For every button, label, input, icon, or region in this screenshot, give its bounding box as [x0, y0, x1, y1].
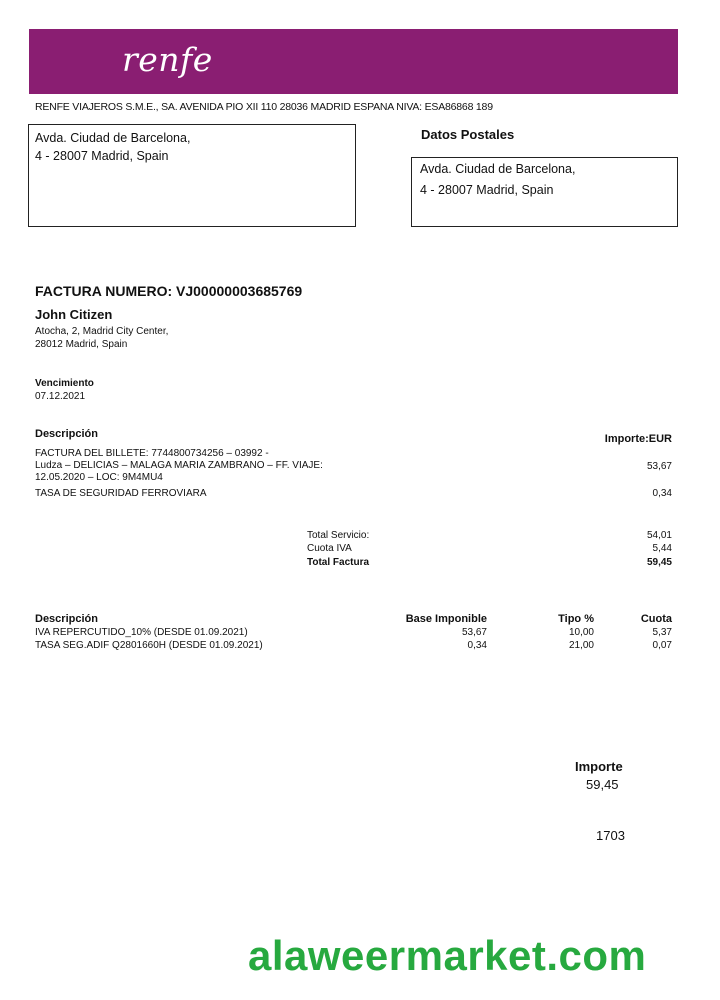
watermark-text: alaweermarket.com: [248, 932, 647, 979]
invoice-number: FACTURA NUMERO: VJ00000003685769: [35, 283, 303, 299]
customer-address-line1: Atocha, 2, Madrid City Center,: [35, 326, 169, 337]
total-invoice-value: 59,45: [646, 557, 672, 568]
item-amount1: 53,67: [646, 461, 672, 472]
postal-address-line1: Avda. Ciudad de Barcelona,: [420, 162, 576, 176]
tax-row1-base: 53,67: [461, 627, 487, 638]
postal-title: Datos Postales: [421, 127, 515, 142]
importe-label: Importe: [575, 759, 623, 774]
tax-row1-cuota: 5,37: [652, 627, 672, 638]
total-invoice-label: Total Factura: [307, 557, 370, 568]
tax-header-cuota: Cuota: [640, 613, 672, 625]
sender-address-line1: Avda. Ciudad de Barcelona,: [35, 131, 191, 145]
tax-row2-cuota: 0,07: [652, 640, 672, 651]
tax-row2-description: TASA SEG.ADIF Q2801660H (DESDE 01.09.2021): [35, 640, 263, 651]
importe-value: 59,45: [586, 777, 619, 792]
renfe-logo: renfe: [122, 40, 213, 79]
sender-address-line2: 4 - 28007 Madrid, Spain: [35, 149, 169, 163]
due-label: Vencimiento: [35, 378, 94, 389]
tax-row1-description: IVA REPERCUTIDO_10% (DESDE 01.09.2021): [35, 627, 248, 638]
item-line2: Ludza – DELICIAS – MALAGA MARIA ZAMBRANO – FF. VIAJE:: [35, 460, 323, 471]
item-line1: FACTURA DEL BILLETE: 7744800734256 – 03992 -: [35, 448, 269, 459]
tax-row1-tipo: 10,00: [568, 627, 594, 638]
items-description-header: Descripción: [35, 428, 98, 440]
item-amount2: 0,34: [652, 488, 672, 499]
document-code: 1703: [596, 828, 625, 843]
tax-header-description: Descripción: [35, 613, 98, 625]
postal-address-line2: 4 - 28007 Madrid, Spain: [420, 183, 554, 197]
item-line3: 12.05.2020 – LOC: 9M4MU4: [35, 472, 163, 483]
iva-label: Cuota IVA: [307, 543, 352, 554]
customer-name: John Citizen: [35, 307, 113, 322]
tax-row2-base: 0,34: [467, 640, 487, 651]
customer-address-line2: 28012 Madrid, Spain: [35, 339, 128, 350]
company-info-line: RENFE VIAJEROS S.M.E., SA. AVENIDA PIO XII 110 28036 MADRID ESPANA NIVA: ESA86868 189: [35, 101, 493, 113]
item-line4: TASA DE SEGURIDAD FERROVIARA: [35, 488, 207, 499]
iva-value: 5,44: [652, 543, 672, 554]
total-service-label: Total Servicio:: [307, 530, 370, 541]
due-date: 07.12.2021: [35, 391, 86, 402]
total-service-value: 54,01: [646, 530, 672, 541]
items-amount-header: Importe:EUR: [604, 433, 672, 445]
tax-header-base: Base Imponible: [405, 613, 487, 625]
tax-header-tipo: Tipo %: [558, 613, 594, 625]
tax-row2-tipo: 21,00: [568, 640, 594, 651]
